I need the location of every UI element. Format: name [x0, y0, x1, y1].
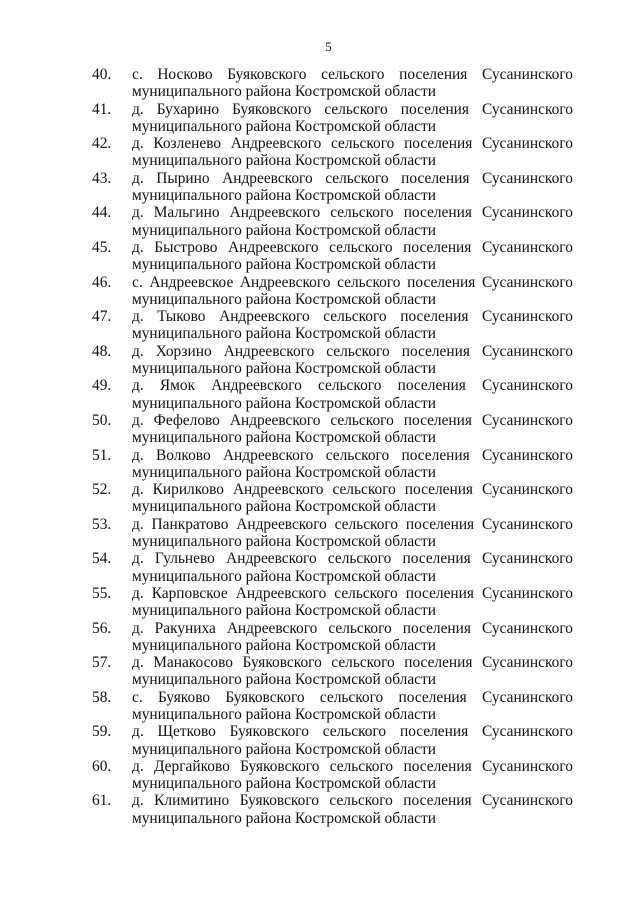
- item-word: д.: [132, 342, 144, 360]
- item-word: Сусанинского: [481, 273, 573, 291]
- item-word: д.: [132, 411, 144, 429]
- item-word: поселения: [404, 654, 473, 672]
- item-line-2: муниципального района Костромской области: [132, 83, 436, 101]
- item-word: Сусанинского: [481, 446, 573, 464]
- item-word: Андреевского: [230, 135, 322, 153]
- item-line-1: [132, 481, 573, 498]
- item-number: 56.: [92, 619, 112, 637]
- item-number: 58.: [92, 688, 112, 706]
- list-item: [0, 308, 639, 343]
- list-item: [0, 274, 639, 309]
- item-number: 57.: [92, 654, 112, 672]
- item-word: д.: [132, 792, 144, 810]
- item-word: д.: [132, 135, 144, 153]
- item-word: с.: [132, 688, 143, 706]
- item-line-1: [132, 585, 573, 602]
- item-word: Сусанинского: [482, 792, 573, 810]
- item-line-2: муниципального района Костромской области: [132, 221, 436, 239]
- item-word: сельского: [322, 723, 387, 741]
- item-line-2: муниципального района Костромской области: [132, 117, 436, 135]
- item-line-1: [132, 239, 573, 256]
- item-line-1: [132, 620, 573, 637]
- list-item: [0, 343, 639, 378]
- item-word: Сусанинского: [482, 66, 573, 83]
- item-line-1: [132, 308, 573, 325]
- item-number: 61.: [92, 792, 112, 810]
- settlement-list: [0, 66, 639, 827]
- item-word: с.: [132, 66, 143, 83]
- list-item: [0, 377, 639, 412]
- item-number: 54.: [92, 550, 112, 568]
- item-word: Ракуниха: [154, 619, 216, 637]
- item-line-2: муниципального района Костромской области: [132, 636, 436, 654]
- item-word: Сусанинского: [481, 342, 573, 360]
- item-word: сельского: [326, 342, 390, 360]
- item-line-2: муниципального района Костромской области: [132, 602, 436, 620]
- item-word: Андреевского: [236, 515, 327, 533]
- list-item: [0, 516, 639, 551]
- item-line-2: муниципального района Костромской области: [132, 360, 436, 378]
- list-item: [0, 792, 639, 827]
- item-word: Андреевского: [223, 342, 315, 360]
- list-item: [0, 654, 639, 689]
- item-word: Носково: [157, 66, 213, 83]
- item-word: Сусанинского: [482, 377, 573, 395]
- item-word: поселения: [404, 481, 474, 499]
- item-word: Сусанинского: [481, 515, 573, 533]
- item-word: д.: [132, 515, 144, 533]
- item-line-1: [132, 412, 573, 429]
- item-number: 40.: [92, 66, 112, 83]
- item-word: поселения: [399, 66, 468, 83]
- item-word: Сусанинского: [482, 654, 573, 672]
- item-word: д.: [132, 481, 144, 499]
- item-line-1: [132, 654, 573, 671]
- item-word: Буяковского: [242, 654, 322, 672]
- item-word: поселения: [398, 688, 467, 706]
- list-item: [0, 239, 639, 274]
- list-item: [0, 723, 639, 758]
- item-word: Сусанинского: [481, 411, 573, 429]
- item-word: Буяковского: [232, 100, 312, 118]
- list-item: [0, 689, 639, 724]
- item-number: 48.: [92, 342, 112, 360]
- item-word: сельского: [337, 273, 401, 291]
- item-line-2: муниципального района Костромской области: [132, 325, 436, 343]
- item-line-1: [132, 274, 573, 291]
- item-line-1: [132, 204, 573, 221]
- item-word: Карповское: [151, 584, 228, 602]
- item-word: Фефелово: [153, 411, 220, 429]
- list-item: [0, 620, 639, 655]
- item-word: поселения: [403, 204, 472, 222]
- list-item: [0, 204, 639, 239]
- list-item: [0, 101, 639, 136]
- item-word: д.: [132, 654, 144, 672]
- item-line-1: [132, 170, 573, 187]
- item-word: поселения: [401, 446, 470, 464]
- item-word: поселения: [402, 619, 471, 637]
- item-word: поселения: [399, 723, 469, 741]
- item-word: сельского: [330, 204, 394, 222]
- item-word: Буяковского: [239, 792, 319, 810]
- item-number: 49.: [92, 377, 112, 395]
- item-word: Буяковского: [225, 688, 305, 706]
- list-item: [0, 66, 639, 101]
- item-word: поселения: [405, 584, 474, 602]
- item-word: поселения: [404, 135, 473, 153]
- item-word: сельского: [323, 308, 387, 326]
- item-line-2: муниципального района Костромской области: [132, 256, 436, 274]
- item-line-2: муниципального района Костромской области: [132, 809, 436, 827]
- item-word: сельского: [319, 688, 384, 706]
- list-item: [0, 585, 639, 620]
- item-word: поселения: [403, 411, 472, 429]
- item-line-1: [132, 343, 573, 360]
- item-word: Сусанинского: [481, 481, 573, 499]
- item-number: 60.: [92, 757, 112, 775]
- list-item: [0, 758, 639, 793]
- item-word: Сусанинского: [481, 238, 573, 256]
- item-word: Андреевского: [222, 446, 314, 464]
- item-word: д.: [132, 204, 144, 222]
- item-word: Андреевского: [222, 169, 313, 187]
- item-word: Щетково: [157, 723, 216, 741]
- item-word: Андреевского: [219, 308, 310, 326]
- item-line-1: [132, 101, 573, 118]
- item-word: д.: [132, 308, 144, 326]
- item-number: 51.: [92, 446, 112, 464]
- item-word: сельского: [321, 66, 385, 83]
- item-word: поселения: [401, 342, 470, 360]
- item-word: Панкратово: [151, 515, 229, 533]
- list-item: [0, 481, 639, 516]
- item-word: Андреевского: [229, 411, 321, 429]
- item-word: сельского: [325, 169, 389, 187]
- page-number: 5: [325, 39, 332, 54]
- item-number: 45.: [92, 238, 112, 256]
- item-line-2: муниципального района Костромской области: [132, 187, 436, 205]
- item-word: Быстрово: [154, 238, 218, 256]
- item-word: сельского: [331, 654, 395, 672]
- item-number: 47.: [92, 308, 112, 326]
- item-word: сельского: [318, 377, 382, 395]
- item-word: Андреевского: [211, 377, 302, 395]
- item-word: Андреевского: [228, 238, 319, 256]
- item-word: Мальгино: [153, 204, 220, 222]
- item-word: Сусанинского: [481, 619, 573, 637]
- item-line-2: муниципального района Костромской области: [132, 567, 436, 585]
- list-item: [0, 412, 639, 447]
- item-line-2: муниципального района Костромской области: [132, 498, 436, 516]
- item-number: 53.: [92, 515, 112, 533]
- item-word: Сусанинского: [482, 308, 573, 326]
- item-word: поселения: [405, 515, 475, 533]
- item-word: Дергайково: [154, 757, 230, 775]
- item-line-1: [132, 516, 573, 533]
- item-word: сельского: [329, 757, 394, 775]
- item-line-1: [132, 447, 573, 464]
- item-word: Сусанинского: [482, 688, 573, 706]
- item-word: д.: [132, 619, 144, 637]
- item-number: 52.: [92, 481, 112, 499]
- item-line-2: муниципального района Костромской области: [132, 463, 436, 481]
- item-line-1: [132, 135, 573, 152]
- item-word: Сусанинского: [481, 204, 573, 222]
- item-line-2: муниципального района Костромской области: [132, 429, 436, 447]
- item-word: поселения: [402, 550, 471, 568]
- item-number: 43.: [92, 169, 112, 187]
- item-word: Кирилково: [152, 481, 224, 499]
- item-word: Сусанинского: [482, 584, 573, 602]
- item-word: Климитино: [154, 792, 230, 810]
- item-line-2: муниципального района Костромской области: [132, 740, 436, 758]
- item-line-2: муниципального района Костромской области: [132, 290, 436, 308]
- item-word: д.: [132, 723, 144, 741]
- item-word: Сусанинского: [481, 169, 573, 187]
- item-word: д.: [132, 550, 144, 568]
- item-number: 42.: [92, 135, 112, 153]
- item-word: сельского: [334, 515, 399, 533]
- item-number: 59.: [92, 723, 112, 741]
- item-word: поселения: [403, 238, 472, 256]
- item-word: сельского: [329, 238, 393, 256]
- item-word: сельского: [327, 550, 392, 568]
- item-word: поселения: [401, 169, 470, 187]
- item-line-2: муниципального района Костромской области: [132, 152, 436, 170]
- item-word: Волково: [155, 446, 211, 464]
- item-number: 46.: [92, 273, 112, 291]
- item-line-2: муниципального района Костромской области: [132, 671, 436, 689]
- item-word: Буяково: [157, 688, 211, 706]
- item-word: д.: [132, 100, 144, 118]
- item-word: Сусанинского: [481, 550, 573, 568]
- item-word: поселения: [403, 792, 472, 810]
- item-word: Андреевского: [226, 550, 317, 568]
- item-word: сельского: [325, 446, 390, 464]
- item-word: д.: [132, 238, 144, 256]
- item-line-1: [132, 723, 573, 740]
- item-line-1: [132, 689, 573, 706]
- item-word: Пырино: [156, 169, 210, 187]
- list-item: [0, 447, 639, 482]
- item-word: поселения: [400, 308, 469, 326]
- item-word: Буяковского: [229, 723, 309, 741]
- item-word: Манакосово: [153, 654, 233, 672]
- item-word: Бухарино: [156, 100, 220, 118]
- item-word: поселения: [397, 377, 466, 395]
- item-line-1: [132, 792, 573, 809]
- item-word: Буяковского: [227, 66, 307, 83]
- item-word: сельского: [332, 481, 396, 499]
- item-word: Ямок: [159, 377, 196, 395]
- item-word: Андреевского: [239, 273, 331, 291]
- item-word: д.: [132, 169, 144, 187]
- item-word: Андреевского: [226, 619, 318, 637]
- list-item: [0, 135, 639, 170]
- item-word: Тыково: [157, 308, 206, 326]
- item-word: сельского: [334, 584, 398, 602]
- item-word: Буяковского: [240, 757, 320, 775]
- item-line-1: [132, 758, 573, 775]
- item-word: сельского: [324, 100, 388, 118]
- item-word: Андреевского: [232, 481, 324, 499]
- item-line-1: [132, 550, 573, 567]
- item-number: 55.: [92, 584, 112, 602]
- item-word: Гульнево: [154, 550, 215, 568]
- item-word: с.: [132, 273, 143, 291]
- item-word: поселения: [407, 273, 476, 291]
- list-item: [0, 550, 639, 585]
- item-word: сельского: [330, 411, 394, 429]
- item-word: Андреевское: [149, 273, 234, 291]
- item-line-2: муниципального района Костромской области: [132, 394, 436, 412]
- item-word: Андреевского: [229, 204, 321, 222]
- item-word: поселения: [403, 757, 472, 775]
- item-line-1: [132, 66, 573, 83]
- item-word: д.: [132, 757, 144, 775]
- item-word: сельского: [330, 135, 395, 153]
- item-word: Сусанинского: [482, 757, 573, 775]
- list-item: [0, 170, 639, 205]
- item-line-2: муниципального района Костромской области: [132, 533, 436, 551]
- item-line-1: [132, 377, 573, 394]
- item-word: д.: [132, 377, 144, 395]
- item-number: 44.: [92, 204, 112, 222]
- item-line-2: муниципального района Костромской области: [132, 775, 436, 793]
- item-word: Сусанинского: [482, 100, 573, 118]
- item-word: Сусанинского: [482, 723, 573, 741]
- item-line-2: муниципального района Костромской области: [132, 705, 436, 723]
- item-word: д.: [132, 584, 144, 602]
- item-number: 41.: [92, 100, 112, 118]
- item-word: поселения: [400, 100, 469, 118]
- item-word: сельского: [329, 792, 393, 810]
- item-word: д.: [132, 446, 144, 464]
- item-word: Андреевского: [235, 584, 327, 602]
- item-word: Сусанинского: [481, 135, 573, 153]
- item-word: Козленево: [153, 135, 222, 153]
- item-number: 50.: [92, 411, 112, 429]
- item-word: Хорзино: [155, 342, 212, 360]
- item-word: сельского: [328, 619, 392, 637]
